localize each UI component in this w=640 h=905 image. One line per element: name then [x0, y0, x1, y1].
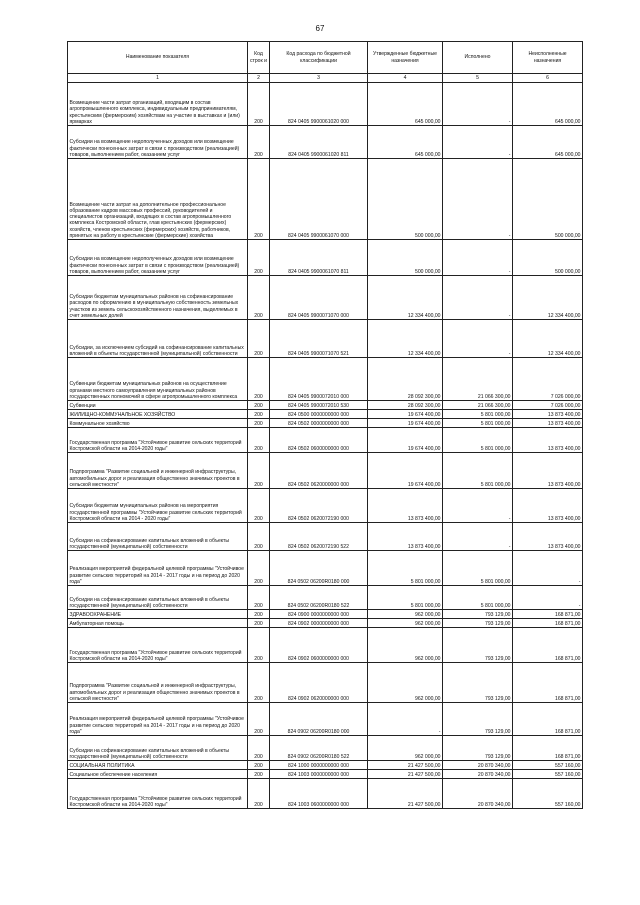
table-row	[68, 126, 583, 159]
remaining-amount: 7 026 000,00	[513, 401, 583, 410]
executed-amount: 21 066 300,00	[443, 358, 513, 401]
remaining-amount: -	[513, 586, 583, 610]
executed-amount: -	[443, 489, 513, 523]
indicator-name: Субсидии на софинансирование капитальных вложений в объекты государственной (муниципальной) собственности	[68, 736, 248, 761]
approved-amount: 962 000,00	[368, 628, 443, 663]
indicator-name: Государственная программа "Устойчивое развитие сельских территорий Костромской области на 2014-2020 годы"	[68, 779, 248, 809]
table-row	[68, 663, 583, 703]
approved-amount: 500 000,00	[368, 240, 443, 276]
line-code: 200	[248, 240, 270, 276]
line-code: 200	[248, 770, 270, 779]
executed-amount: 793 129,00	[443, 736, 513, 761]
remaining-amount: 13 873 400,00	[513, 453, 583, 489]
indicator-name: Субсидии бюджетам муниципальных районов на мероприятия государственной программы "Устойчивое развитие сельских территорий Костромской области на 2014 - 2020 годы"	[68, 489, 248, 523]
line-code: 200	[248, 779, 270, 809]
executed-amount: -	[443, 523, 513, 551]
header-line-code: Код строк и	[248, 42, 270, 74]
executed-amount: 20 870 340,00	[443, 761, 513, 770]
executed-amount: 5 801 000,00	[443, 419, 513, 428]
header-approved: Утвержденные бюджетные назначения	[368, 42, 443, 74]
line-code: 200	[248, 761, 270, 770]
table-row	[68, 159, 583, 240]
table-row	[68, 703, 583, 736]
approved-amount: 645 000,00	[368, 83, 443, 126]
line-code: 200	[248, 619, 270, 628]
table-row	[68, 586, 583, 610]
executed-amount: -	[443, 159, 513, 240]
remaining-amount: 12 334 400,00	[513, 276, 583, 320]
column-number: 6	[513, 74, 583, 83]
indicator-name: Государственная программа "Устойчивое развитие сельских территорий Костромской области на 2014-2020 годы"	[68, 428, 248, 453]
remaining-amount: 13 873 400,00	[513, 410, 583, 419]
remaining-amount: 500 000,00	[513, 159, 583, 240]
table-row	[68, 410, 583, 419]
table-row	[68, 610, 583, 619]
indicator-name: Субсидии бюджетам муниципальных районов на софинансирование расходов по оформлению в муниципальную собственность земельных участков из земель сельскохозяйственного назначения, выделяемых в счет земельных долей	[68, 276, 248, 320]
table-row	[68, 523, 583, 551]
line-code: 200	[248, 610, 270, 619]
executed-amount: -	[443, 320, 513, 358]
expense-code: 824 0405 9900061020 811	[270, 126, 368, 159]
remaining-amount: 557 160,00	[513, 779, 583, 809]
executed-amount: -	[443, 276, 513, 320]
remaining-amount: 168 871,00	[513, 610, 583, 619]
table-row	[68, 428, 583, 453]
expense-code: 824 0502 0620072190 000	[270, 489, 368, 523]
table-row	[68, 453, 583, 489]
executed-amount: 5 801 000,00	[443, 551, 513, 586]
remaining-amount: 500 000,00	[513, 240, 583, 276]
remaining-amount: 645 000,00	[513, 83, 583, 126]
expense-code: 824 0502 0600000000 000	[270, 428, 368, 453]
expense-code: 824 0902 06200R0180 522	[270, 736, 368, 761]
line-code: 200	[248, 703, 270, 736]
executed-amount: 793 129,00	[443, 663, 513, 703]
approved-amount: 962 000,00	[368, 736, 443, 761]
executed-amount: 5 801 000,00	[443, 453, 513, 489]
line-code: 200	[248, 736, 270, 761]
remaining-amount: 557 160,00	[513, 770, 583, 779]
remaining-amount: 168 871,00	[513, 703, 583, 736]
approved-amount: 500 000,00	[368, 159, 443, 240]
table-row	[68, 276, 583, 320]
table-row	[68, 83, 583, 126]
table-row	[68, 779, 583, 809]
line-code: 200	[248, 83, 270, 126]
approved-amount: 645 000,00	[368, 126, 443, 159]
table-row	[68, 619, 583, 628]
indicator-name: Подпрограмма "Развитие социальной и инженерной инфраструктуры, автомобильных дорог и реализация общественно значимых проектов в сельской местности"	[68, 453, 248, 489]
remaining-amount: 13 873 400,00	[513, 419, 583, 428]
remaining-amount: 168 871,00	[513, 628, 583, 663]
table-row	[68, 489, 583, 523]
table-row	[68, 401, 583, 410]
approved-amount: 5 801 000,00	[368, 551, 443, 586]
table-row	[68, 551, 583, 586]
approved-amount: 5 801 000,00	[368, 586, 443, 610]
line-code: 200	[248, 428, 270, 453]
expense-code: 824 1003 0600000000 000	[270, 779, 368, 809]
column-number: 1	[68, 74, 248, 83]
approved-amount: 19 674 400,00	[368, 410, 443, 419]
approved-amount: 19 674 400,00	[368, 419, 443, 428]
expense-code: 824 0502 0620000000 000	[270, 453, 368, 489]
executed-amount: 21 066 300,00	[443, 401, 513, 410]
column-number: 4	[368, 74, 443, 83]
column-number: 5	[443, 74, 513, 83]
indicator-name: ЗДРАВООХРАНЕНИЕ	[68, 610, 248, 619]
approved-amount: -	[368, 703, 443, 736]
indicator-name: Государственная программа "Устойчивое развитие сельских территорий Костромской области на 2014-2020 годы"	[68, 628, 248, 663]
approved-amount: 19 674 400,00	[368, 453, 443, 489]
table-row	[68, 736, 583, 761]
indicator-name: Субсидии на софинансирование капитальных вложений в объекты государственной (муниципальной) собственности	[68, 586, 248, 610]
approved-amount: 962 000,00	[368, 610, 443, 619]
indicator-name: Субвенции	[68, 401, 248, 410]
indicator-name: Возмещение части затрат на дополнительное профессиональное образование кадров массовых профессий, руководителей и специалистов организаций, входящих в состав агропромышленного комплекса Костромской области, глав крестьянских (фермерских) хозяйств, членов крестьянских (фермерских) хозяйств, работников, принятых на работу в крестьянские (фермерские) хозяйства	[68, 159, 248, 240]
page-number: 67	[315, 24, 325, 33]
approved-amount: 21 427 500,00	[368, 779, 443, 809]
executed-amount: 5 801 000,00	[443, 428, 513, 453]
indicator-name: Реализация мероприятий федеральной целевой программы "Устойчивое развитие сельских территорий на 2014 - 2017 годы и на период до 2020 года"	[68, 703, 248, 736]
line-code: 200	[248, 320, 270, 358]
expense-code: 824 0902 0000000000 000	[270, 619, 368, 628]
expense-code: 824 0500 0000000000 000	[270, 410, 368, 419]
column-number: 3	[270, 74, 368, 83]
executed-amount: -	[443, 83, 513, 126]
remaining-amount: -	[513, 551, 583, 586]
indicator-name: Субсидии на возмещение недополученных доходов или возмещение фактически понесенных затрат в связи с производством (реализацией) товаров, выполнением работ, оказанием услуг	[68, 240, 248, 276]
expense-code: 824 0902 0620000000 000	[270, 663, 368, 703]
expense-code: 824 0902 0600000000 000	[270, 628, 368, 663]
header-executed: Исполнено	[443, 42, 513, 74]
expense-code: 824 0405 9900061020 000	[270, 83, 368, 126]
indicator-name: Реализация мероприятий федеральной целевой программы "Устойчивое развитие сельских территорий на 2014 - 2017 годы и на период до 2020 года"	[68, 551, 248, 586]
remaining-amount: 168 871,00	[513, 619, 583, 628]
expense-code: 824 0502 0620072190 522	[270, 523, 368, 551]
expense-code: 824 0900 0000000000 000	[270, 610, 368, 619]
table-row	[68, 320, 583, 358]
executed-amount: 5 801 000,00	[443, 410, 513, 419]
approved-amount: 13 873 400,00	[368, 489, 443, 523]
line-code: 200	[248, 410, 270, 419]
approved-amount: 21 427 500,00	[368, 761, 443, 770]
expense-code: 824 0902 06200R0180 000	[270, 703, 368, 736]
indicator-name: Субсидии на возмещение недополученных доходов или возмещение фактически понесенных затрат в связи с производством (реализацией) товаров, выполнением работ, оказанием услуг	[68, 126, 248, 159]
executed-amount: 793 129,00	[443, 703, 513, 736]
executed-amount: -	[443, 126, 513, 159]
indicator-name: Субсидии, за исключением субсидий на софинансирование капитальных вложений в объекты государственной (муниципальной) собственности	[68, 320, 248, 358]
table-row	[68, 240, 583, 276]
header-indicator-name: Наименование показателя	[68, 42, 248, 74]
expense-code: 824 0502 0000000000 000	[270, 419, 368, 428]
expense-code: 824 1000 0000000000 000	[270, 761, 368, 770]
column-number: 2	[248, 74, 270, 83]
approved-amount: 28 092 300,00	[368, 401, 443, 410]
indicator-name: Подпрограмма "Развитие социальной и инженерной инфраструктуры, автомобильных дорог и реализация общественно значимых проектов в сельской местности"	[68, 663, 248, 703]
indicator-name: Субсидии на софинансирование капитальных вложений в объекты государственной (муниципальной) собственности	[68, 523, 248, 551]
expense-code: 824 0502 06200R0180 522	[270, 586, 368, 610]
indicator-name: Возмещение части затрат организаций, входящим в состав агропромышленного комплекса, индивидуальным предпринимателям, крестьянским (фермерским) хозяйствам на участие в выставках и (или) ярмарках	[68, 83, 248, 126]
remaining-amount: 645 000,00	[513, 126, 583, 159]
executed-amount: 20 870 340,00	[443, 779, 513, 809]
remaining-amount: 13 873 400,00	[513, 523, 583, 551]
expense-code: 824 0405 9900072010 000	[270, 358, 368, 401]
line-code: 200	[248, 663, 270, 703]
line-code: 200	[248, 453, 270, 489]
expense-code: 824 0405 9900061070 000	[270, 159, 368, 240]
executed-amount: -	[443, 240, 513, 276]
approved-amount: 13 873 400,00	[368, 523, 443, 551]
remaining-amount: 13 873 400,00	[513, 489, 583, 523]
line-code: 200	[248, 489, 270, 523]
header-remaining: Неисполненные назначения	[513, 42, 583, 74]
table-row	[68, 358, 583, 401]
expense-code: 824 0405 9900061070 811	[270, 240, 368, 276]
line-code: 200	[248, 419, 270, 428]
remaining-amount: 557 160,00	[513, 761, 583, 770]
executed-amount: 793 129,00	[443, 628, 513, 663]
indicator-name: Субвенции бюджетам муниципальных районов на осуществление органами местного самоуправления муниципальных районов государственных полномочий в сфере агропромышленного комплекса	[68, 358, 248, 401]
approved-amount: 12 334 400,00	[368, 276, 443, 320]
indicator-name: СОЦИАЛЬНАЯ ПОЛИТИКА	[68, 761, 248, 770]
expense-code: 824 1003 0000000000 000	[270, 770, 368, 779]
remaining-amount: 7 026 000,00	[513, 358, 583, 401]
line-code: 200	[248, 276, 270, 320]
table-row	[68, 419, 583, 428]
table-row	[68, 770, 583, 779]
indicator-name: ЖИЛИЩНО-КОММУНАЛЬНОЕ ХОЗЯЙСТВО	[68, 410, 248, 419]
line-code: 200	[248, 159, 270, 240]
remaining-amount: 168 871,00	[513, 663, 583, 703]
line-code: 200	[248, 523, 270, 551]
executed-amount: 793 129,00	[443, 610, 513, 619]
expense-code: 824 0405 9900072010 530	[270, 401, 368, 410]
line-code: 200	[248, 551, 270, 586]
remaining-amount: 13 873 400,00	[513, 428, 583, 453]
line-code: 200	[248, 586, 270, 610]
approved-amount: 12 334 400,00	[368, 320, 443, 358]
approved-amount: 962 000,00	[368, 619, 443, 628]
line-code: 200	[248, 358, 270, 401]
approved-amount: 19 674 400,00	[368, 428, 443, 453]
column-number-row	[68, 74, 583, 83]
budget-execution-table	[67, 41, 583, 809]
executed-amount: 5 801 000,00	[443, 586, 513, 610]
approved-amount: 21 427 500,00	[368, 770, 443, 779]
table-row	[68, 628, 583, 663]
line-code: 200	[248, 628, 270, 663]
remaining-amount: 168 871,00	[513, 736, 583, 761]
expense-code: 824 0405 9900071070 000	[270, 276, 368, 320]
line-code: 200	[248, 401, 270, 410]
approved-amount: 28 092 300,00	[368, 358, 443, 401]
expense-code: 824 0502 06200R0180 000	[270, 551, 368, 586]
indicator-name: Коммунальное хозяйство	[68, 419, 248, 428]
remaining-amount: 12 334 400,00	[513, 320, 583, 358]
expense-code: 824 0405 9900071070 521	[270, 320, 368, 358]
line-code: 200	[248, 126, 270, 159]
header-expense-code: Код расхода по бюджетной классификации	[270, 42, 368, 74]
table-header-row	[68, 42, 583, 74]
table-row	[68, 761, 583, 770]
indicator-name: Амбулаторная помощь	[68, 619, 248, 628]
executed-amount: 20 870 340,00	[443, 770, 513, 779]
indicator-name: Социальное обеспечение населения	[68, 770, 248, 779]
executed-amount: 793 129,00	[443, 619, 513, 628]
approved-amount: 962 000,00	[368, 663, 443, 703]
